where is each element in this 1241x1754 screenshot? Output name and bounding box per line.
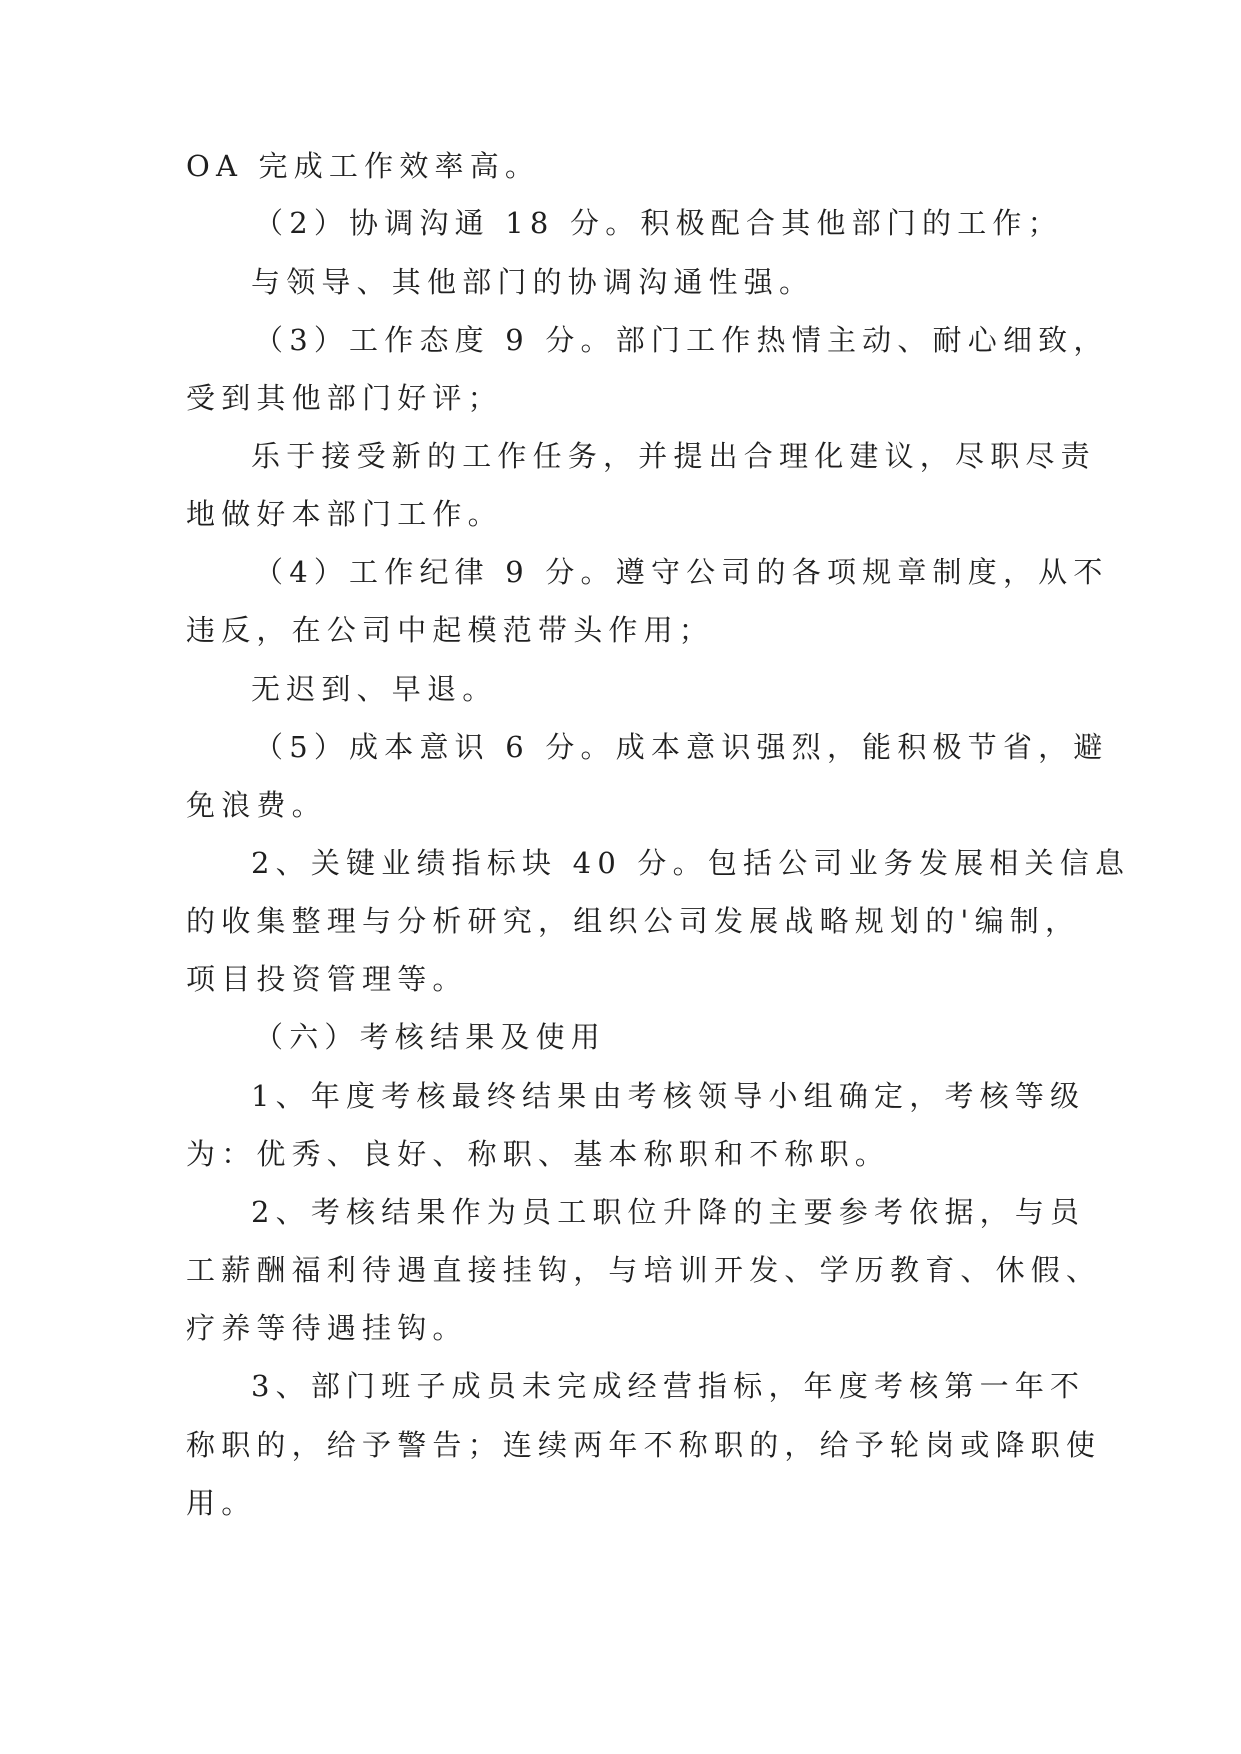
text-line-20: 工薪酬福利待遇直接挂钩，与培训开发、学历教育、休假、 (186, 1253, 1102, 1287)
text-line-24: 用。 (186, 1486, 257, 1520)
text-line-22: 3、部门班子成员未完成经营指标，年度考核第一年不 (251, 1369, 1086, 1403)
section-heading: （六）考核结果及使用 (254, 1020, 607, 1054)
text-line-11: （5）成本意识 6 分。成本意识强烈，能积极节省，避 (254, 730, 1109, 764)
text-line-13: 2、关键业绩指标块 40 分。包括公司业务发展相关信息 (251, 846, 1131, 880)
text-line-10: 无迟到、早退。 (251, 672, 498, 706)
text-line-9: 违反，在公司中起模范带头作用； (186, 613, 715, 647)
text-line-1: OA 完成工作效率高。 (186, 149, 541, 183)
text-line-15: 项目投资管理等。 (186, 962, 468, 996)
text-line-23: 称职的，给予警告；连续两年不称职的，给予轮岗或降职使 (186, 1428, 1102, 1462)
text-line-14: 的收集整理与分析研究，组织公司发展战略规划的'编制， (186, 904, 1081, 938)
text-line-7: 地做好本部门工作。 (186, 497, 503, 531)
text-line-17: 1、年度考核最终结果由考核领导小组确定，考核等级 (251, 1079, 1086, 1113)
text-line-18: 为：优秀、良好、称职、基本称职和不称职。 (186, 1137, 891, 1171)
text-line-4: （3）工作态度 9 分。部门工作热情主动、耐心细致， (254, 323, 1109, 357)
text-line-19: 2、考核结果作为员工职位升降的主要参考依据，与员 (251, 1195, 1086, 1229)
text-line-5: 受到其他部门好评； (186, 381, 503, 415)
text-line-2: （2）协调沟通 18 分。积极配合其他部门的工作； (254, 206, 1063, 240)
text-line-21: 疗养等待遇挂钩。 (186, 1311, 468, 1345)
text-line-6: 乐于接受新的工作任务，并提出合理化建议，尽职尽责 (251, 439, 1096, 473)
text-line-3: 与领导、其他部门的协调沟通性强。 (251, 265, 815, 299)
text-line-8: （4）工作纪律 9 分。遵守公司的各项规章制度，从不 (254, 555, 1109, 589)
text-line-12: 免浪费。 (186, 788, 327, 822)
